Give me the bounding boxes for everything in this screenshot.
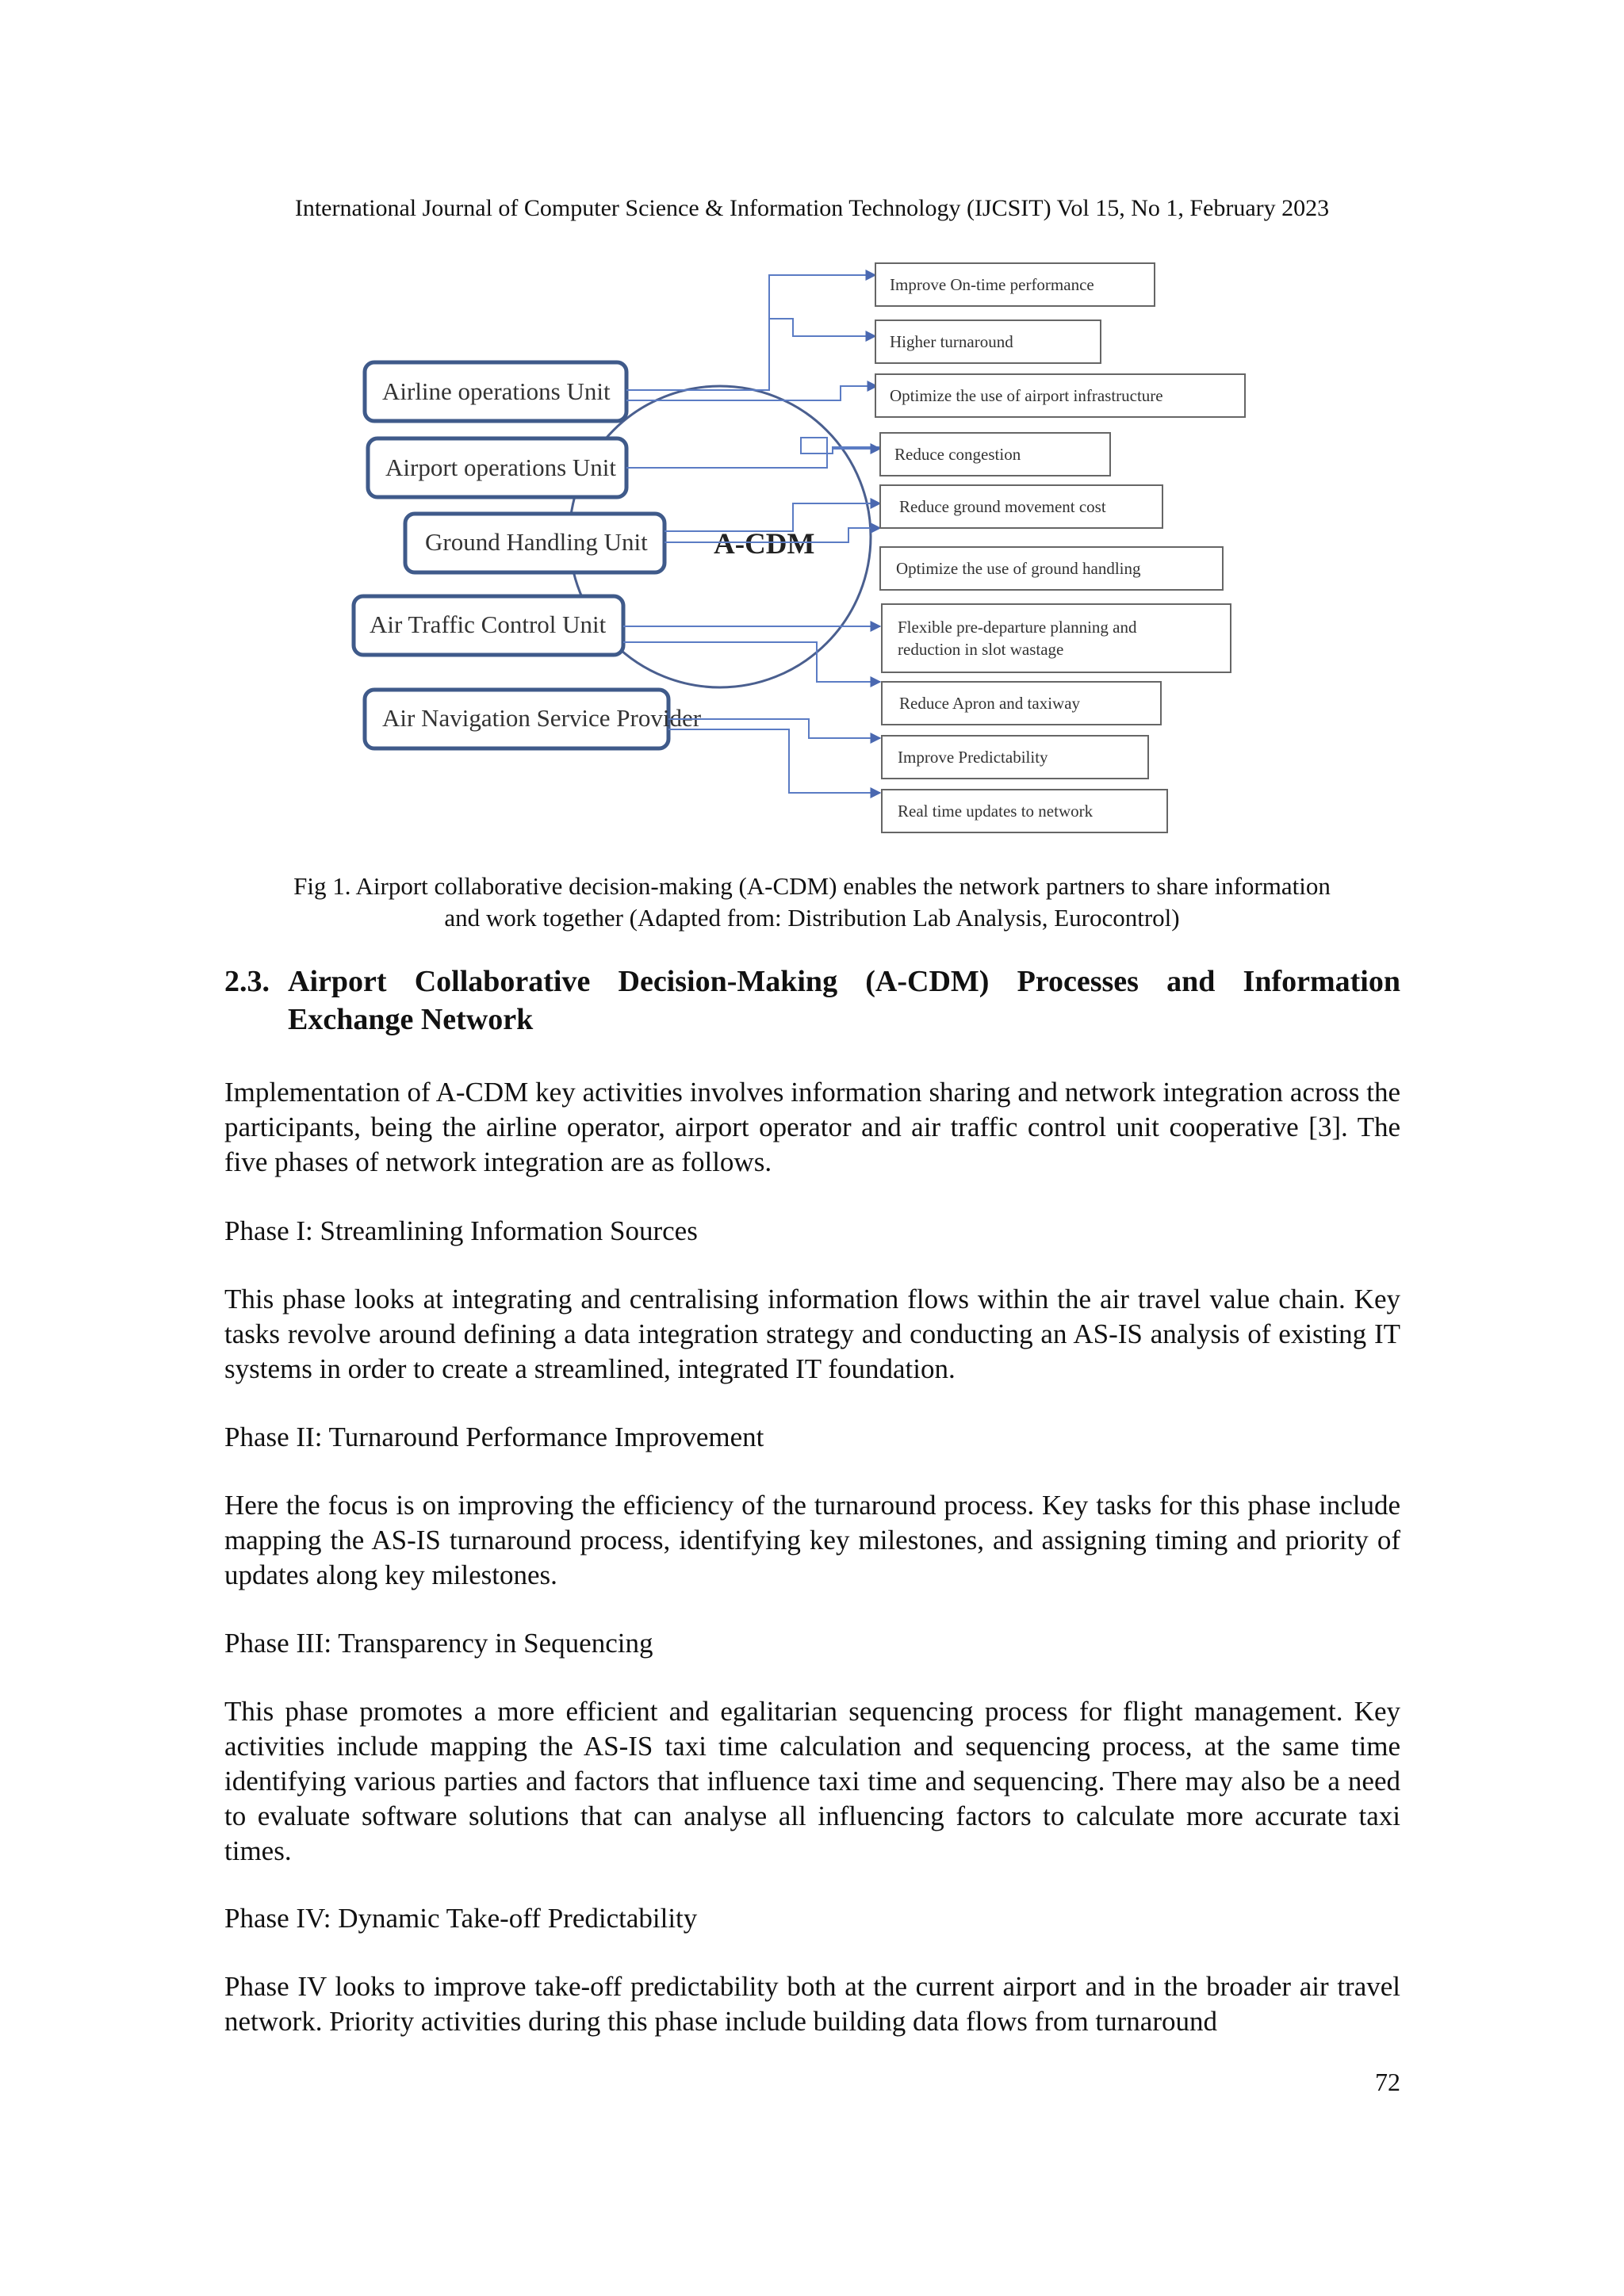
unit-label: Airport operations Unit [385,453,617,481]
running-head: International Journal of Computer Science & Information Technology (IJCSIT) Vol 15, No 1, February 2023 [294,195,1330,221]
phase-1-title: Phase I: Streamlining Information Sources [224,1215,698,1246]
unit-ansp [365,690,702,748]
unit-label: Air Navigation Service Provider [382,704,702,732]
caption-line-1: Fig 1. Airport collaborative decision-making (A-CDM) enables the network partners to share information [293,872,1331,900]
unit-label: Ground Handling Unit [425,528,648,556]
outcome-apron-taxiway [882,682,1161,725]
section-heading [224,962,1400,1039]
acdm-figure [333,254,1269,856]
svg-text:Higher turnaround: Higher turnaround [890,332,1013,351]
acdm-diagram [333,254,1269,856]
unit-ground-handling [405,514,665,572]
outcome-on-time [875,263,1155,306]
svg-text:reduction in slot wastage: reduction in slot wastage [898,640,1064,659]
page-number: 72 [1375,2068,1400,2096]
outcome-ground-handling [880,547,1223,590]
phase-4-text: Phase IV looks to improve take-off predictability both at the current airport and in the broader air travel network. Priority activities during this phase include building data flows from turnaround [224,1971,1400,2037]
svg-text:Improve Predictability: Improve Predictability [898,748,1048,767]
caption-line-2: and work together (Adapted from: Distribution Lab Analysis, Eurocontrol) [444,904,1180,932]
section-title: Airport Collaborative Decision-Making (A-CDM) Processes and Information Exchange Network [288,965,1400,1036]
outcome-higher-turnaround [875,320,1101,363]
section-number: 2.3. [224,965,270,998]
phase-2-text: Here the focus is on improving the efficiency of the turnaround process. Key tasks for this phase include mapping the AS-IS turnaround process, identifying key milestones, and assigning timing and priority of updates along key milestones. [224,1490,1400,1590]
phase-1-text: This phase looks at integrating and centralising information flows within the air travel value chain. Key tasks revolve around defining a data integration strategy and conducting an AS-IS analysis of existing IT systems in order to create a streamlined, integrated IT foundation. [224,1284,1400,1384]
unit-air-traffic-control [354,596,623,655]
acdm-label: A-CDM [714,528,815,561]
svg-text:Reduce ground movement cost: Reduce ground movement cost [899,497,1106,516]
phase-4-title: Phase IV: Dynamic Take-off Predictability [224,1903,698,1934]
unit-label: Air Traffic Control Unit [370,610,607,638]
svg-text:Optimize the use of ground han: Optimize the use of ground handling [896,559,1141,578]
unit-airline-ops [365,362,626,421]
svg-text:Optimize the use of airport in: Optimize the use of airport infrastructure [890,386,1163,405]
phase-2-title: Phase II: Turnaround Performance Improvement [224,1422,764,1452]
phase-3-title: Phase III: Transparency in Sequencing [224,1628,653,1659]
phase-3-text: This phase promotes a more efficient and egalitarian sequencing process for flight management. Key activities include mapping the AS-IS taxi time calculation and sequencing process, at the same time identifying various parties and factors that influence taxi time and sequencing. There may also be a need to evaluate software solutions that can analyse all influencing factors to calculate more accurate taxi times. [224,1696,1400,1866]
svg-text:Flexible pre-departure plannin: Flexible pre-departure planning and [898,618,1137,637]
svg-text:Real time updates to network: Real time updates to network [898,802,1094,821]
outcome-ground-movement-cost [880,485,1162,528]
unit-label: Airline operations Unit [382,377,611,405]
outcome-predictability [882,736,1148,779]
svg-text:Improve On-time performance: Improve On-time performance [890,275,1094,294]
outcome-pre-departure [882,604,1231,672]
svg-text:Reduce congestion: Reduce congestion [894,445,1021,464]
outcome-reduce-congestion [880,433,1110,476]
intro-paragraph: Implementation of A-CDM key activities involves information sharing and network integration across the participants, being the airline operator, airport operator and air traffic control unit cooperative [3]. The five phases of network integration are as follows. [224,1077,1400,1177]
outcome-airport-infrastructure [875,374,1245,417]
svg-text:Reduce Apron and taxiway: Reduce Apron and taxiway [899,694,1081,713]
unit-airport-ops [368,438,626,497]
outcome-real-time-updates [882,790,1167,832]
figure-caption [214,871,1410,934]
